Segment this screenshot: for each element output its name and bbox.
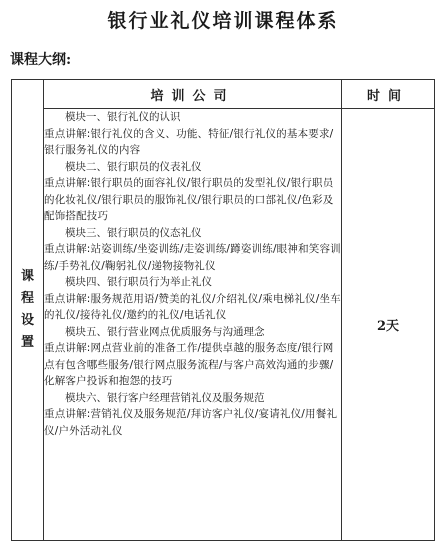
module-description: 重点讲解:营销礼仪及服务规范/拜访客户礼仪/宴请礼仪/用餐礼仪/户外活动礼仪 [44,408,338,437]
module-block [44,225,341,275]
course-setting-label: 课程设置 [20,269,34,350]
header-time: 时间 [342,80,435,109]
module-title: 模块五、银行营业网点优质服务与沟通理念 [65,325,265,338]
content-row [12,109,435,541]
header-content: 培训公司 [44,80,342,109]
module-block [44,274,341,324]
module-block [44,159,341,225]
module-title: 模块三、银行职员的仪态礼仪 [65,226,202,239]
module-description: 重点讲解:银行职员的面容礼仪/银行职员的发型礼仪/银行职员的化妆礼仪/银行职员的服饰礼仪/银行职员的口部礼仪/色彩及配饰搭配技巧 [44,177,334,222]
modules-cell [44,109,342,541]
course-setting-cell [12,80,44,541]
module-title: 模块二、银行职员的仪表礼仪 [65,160,202,173]
page-title: 银行业礼仪培训课程体系 [107,10,339,32]
module-title: 模块六、银行客户经理营销礼仪及服务规范 [65,391,265,404]
module-description: 重点讲解:网点营业前的准备工作/提供卓越的服务态度/银行网点有包含哪些服务/银行网点服务流程/与客户高效沟通的步骤/化解客户投诉和抱怨的技巧 [44,342,334,387]
module-block [44,390,341,440]
module-block [44,324,341,390]
module-description: 重点讲解:银行礼仪的含义、功能、特征/银行礼仪的基本要求/银行服务礼仪的内容 [44,127,334,156]
module-title: 模块一、银行礼仪的认识 [65,111,181,123]
module-description: 重点讲解:站姿训练/坐姿训练/走姿训练/蹲姿训练/眼神和笑容训练/手势礼仪/鞠躬礼仪/递物接物礼仪 [44,243,341,272]
course-table [11,79,435,541]
module-block [44,109,341,159]
module-title: 模块四、银行职员行为举止礼仪 [65,276,212,288]
duration-cell: 2天 [342,109,435,541]
module-description: 重点讲解:服务规范用语/赞美的礼仪/介绍礼仪/乘电梯礼仪/坐车的礼仪/接待礼仪/邀约的礼仪/电话礼仪 [44,292,341,321]
outline-label: 课程大纲: [10,52,72,68]
table-header-row [12,80,435,109]
